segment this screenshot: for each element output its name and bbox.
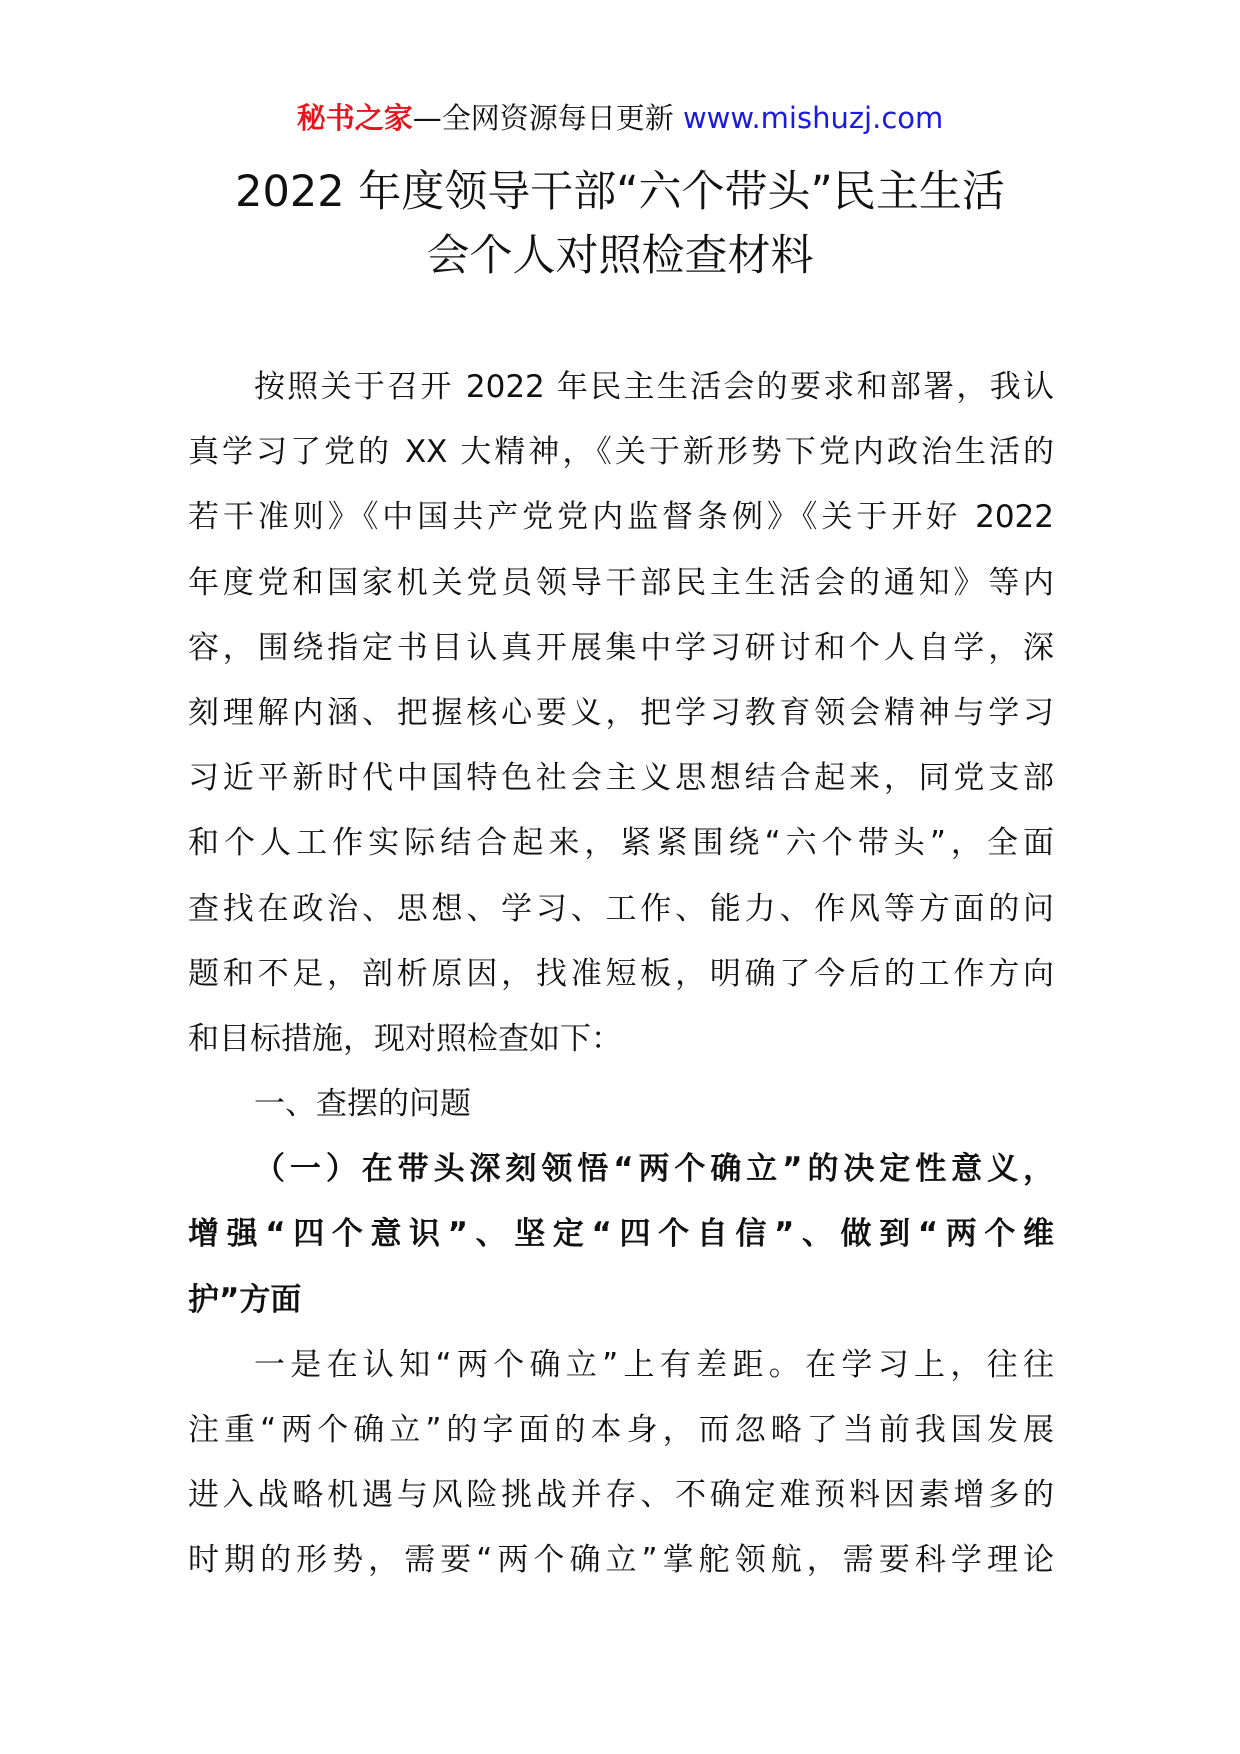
- title-line-2: 会个人对照检查材料: [426, 231, 814, 281]
- subsection-heading: 增强“四个意识”、坚定“四个自信”、做到“两个维: [188, 1216, 1054, 1253]
- body-line: 时期的形势，需要“两个确立”掌舵领航，需要科学理论: [188, 1542, 1054, 1579]
- site-name: 秘书之家: [296, 101, 413, 135]
- site-tagline: —全网资源每日更新: [412, 101, 674, 135]
- subsection-heading: （一）在带头深刻领悟“两个确立”的决定性意义，: [254, 1151, 1054, 1188]
- body-line: 查找在政治、思想、学习、工作、能力、作风等方面的问: [188, 890, 1054, 927]
- body-line: 进入战略机遇与风险挑战并存、不确定难预料因素增多的: [188, 1477, 1054, 1514]
- body-line: 年度党和国家机关党员领导干部民主生活会的通知》等内: [188, 564, 1054, 601]
- body-line: 容，围绕指定书目认真开展集中学习研讨和个人自学，深: [188, 629, 1054, 666]
- section-heading: 一、查摆的问题: [254, 1086, 471, 1123]
- body-line: 真学习了党的 XX 大精神，《关于新形势下党内政治生活的: [188, 434, 1054, 471]
- body-line: 按照关于召开 2022 年民主生活会的要求和部署，我认: [254, 369, 1054, 405]
- site-url-link[interactable]: www.mishuzj.com: [682, 101, 944, 135]
- body-line: 和目标措施，现对照检查如下：: [188, 1020, 622, 1057]
- body-line: 刻理解内涵、把握核心要义，把学习教育领会精神与学习: [188, 694, 1054, 731]
- body-line: 和个人工作实际结合起来，紧紧围绕“六个带头”，全面: [188, 825, 1054, 862]
- body-line: 题和不足，剖析原因，找准短板，明确了今后的工作方向: [188, 955, 1054, 992]
- site-banner: [0, 98, 1240, 138]
- document-title: [0, 160, 1240, 288]
- subsection-heading: 护”方面: [188, 1281, 302, 1318]
- body-line: 注重“两个确立”的字面的本身，而忽略了当前我国发展: [188, 1412, 1054, 1448]
- body-line: 一是在认知“两个确立”上有差距。在学习上，往往: [254, 1346, 1054, 1383]
- document-body: [188, 355, 1054, 1594]
- body-line: 习近平新时代中国特色社会主义思想结合起来，同党支部: [188, 760, 1054, 797]
- body-line: 若干准则》《中国共产党党内监督条例》《关于开好 2022: [188, 499, 1054, 536]
- title-line-1: 2022 年度领导干部“六个带头”民主生活: [235, 167, 1005, 217]
